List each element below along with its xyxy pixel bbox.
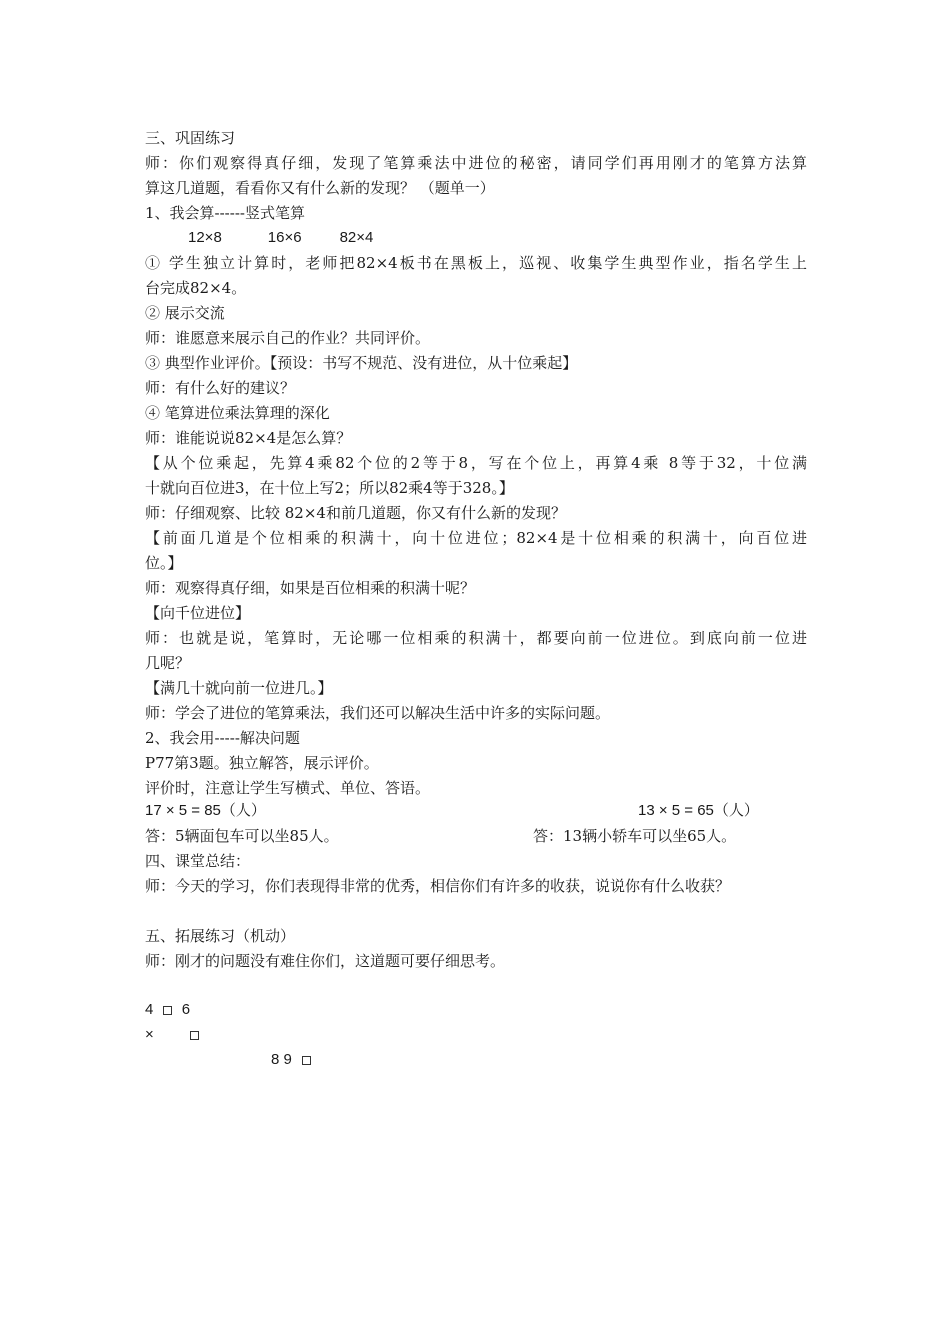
equation-left: 17 × 5 = 85（人） [145, 802, 266, 819]
puzzle-digit: 4 [145, 1001, 154, 1018]
section-title-consolidation: 三、巩固练习 [145, 129, 236, 147]
paragraph-line: 师：谁能说说82×4是怎么算？ [145, 429, 352, 447]
paragraph-line: 师：刚才的问题没有难住你们，这道题可要仔细思考。 [145, 952, 506, 970]
equation-right: 13 × 5 = 65（人） [638, 802, 759, 819]
paragraph-line: 师：观察得真仔细，如果是百位相乘的积满十呢？ [145, 579, 476, 597]
paragraph-line: 师：有什么好的建议？ [145, 379, 296, 397]
answer-left: 答：5辆面包车可以坐85人。 [145, 827, 339, 845]
paragraph-line: 台完成82×4。 [145, 279, 247, 297]
section-title-summary: 四、课堂总结： [145, 852, 251, 870]
paragraph-line: 评价时，注意让学生写横式、单位、答语。 [145, 779, 431, 797]
paragraph-line: 算这几道题，看看你又有什么新的发现？ （题单一） [145, 179, 495, 197]
blank-box-icon [190, 1031, 199, 1040]
blank-box-icon [163, 1006, 172, 1015]
subheading-apply: 2、我会用-----解决问题 [145, 729, 300, 747]
section-title-extension: 五、拓展练习（机动） [145, 927, 296, 945]
paragraph-line: ① 学生独立计算时，老师把82×4板书在黑板上，巡视、收集学生典型作业，指名学生上 [145, 254, 807, 272]
paragraph-line: 几呢？ [145, 654, 191, 672]
paragraph-line: ② 展示交流 [145, 304, 225, 322]
paragraph-line: 师：谁愿意来展示自己的作业？共同评价。 [145, 329, 431, 347]
paragraph-line: 师：学会了进位的笔算乘法，我们还可以解决生活中许多的实际问题。 [145, 704, 611, 722]
puzzle-digit: 6 [181, 1001, 191, 1018]
paragraph-line: ④ 笔算进位乘法算理的深化 [145, 404, 330, 422]
exercise-row [188, 228, 373, 248]
blank-box-icon [302, 1056, 311, 1065]
paragraph-line: 位。】 [145, 554, 183, 572]
paragraph-line: ③ 典型作业评价。【预设：书写不规范、没有进位，从十位乘起】 [145, 354, 578, 372]
puzzle-result-row [271, 1050, 312, 1070]
puzzle-multiplier-row [145, 1025, 200, 1045]
times-sign: × [145, 1026, 154, 1043]
paragraph-line: P77第3题。独立解答，展示评价。 [145, 754, 379, 772]
puzzle-top-row [145, 1000, 190, 1020]
puzzle-result-digits: 8 9 [271, 1051, 292, 1068]
paragraph-line: 【前面几道是个位相乘的积满十，向十位进位；82×4是十位相乘的积满十，向百位进 [145, 529, 807, 547]
subheading-calculate: 1、我会算------竖式笔算 [145, 204, 305, 222]
exercise-item: 82×4 [339, 229, 374, 246]
paragraph-line: 师：你们观察得真仔细，发现了笔算乘法中进位的秘密，请同学们再用刚才的笔算方法算 [145, 154, 807, 172]
paragraph-line: 师：也就是说，笔算时，无论哪一位相乘的积满十，都要向前一位进位。到底向前一位进 [145, 629, 807, 647]
answer-right: 答：13辆小轿车可以坐65人。 [533, 827, 737, 845]
exercise-item: 12×8 [188, 229, 222, 246]
paragraph-line: 师：今天的学习，你们表现得非常的优秀，相信你们有许多的收获，说说你有什么收获？ [145, 877, 731, 895]
paragraph-line: 【满几十就向前一位进几。】 [145, 679, 333, 697]
paragraph-line: 【向千位进位】 [145, 604, 251, 622]
exercise-item: 16×6 [267, 229, 302, 246]
paragraph-line: 【从个位乘起，先算4乘82个位的2等于8，写在个位上，再算4乘 8等于32，十位满 [145, 454, 807, 472]
paragraph-line: 师：仔细观察、比较 82×4和前几道题，你又有什么新的发现？ [145, 504, 566, 522]
paragraph-line: 十就向百位进3，在十位上写2；所以82乘4等于328。】 [145, 479, 514, 497]
